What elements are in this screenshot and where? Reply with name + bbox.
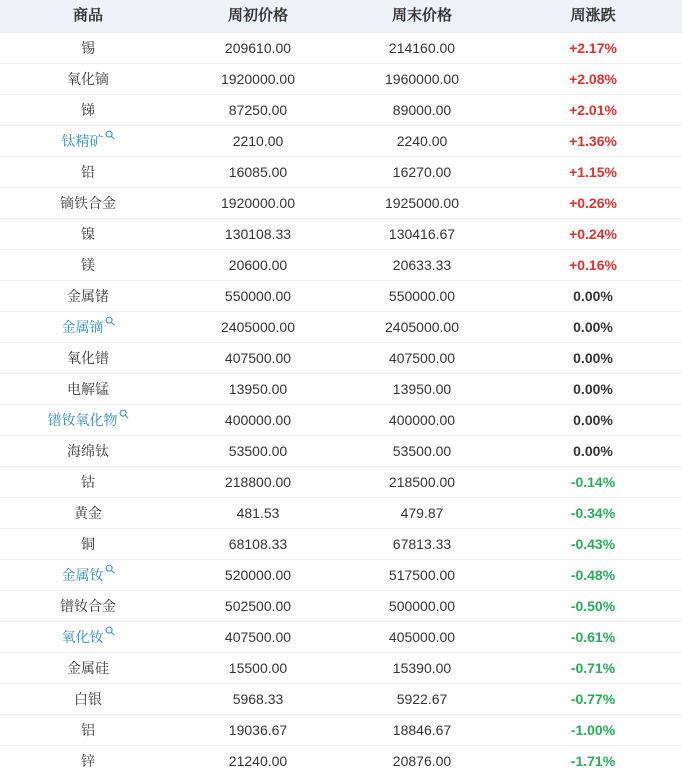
- commodity-name-cell: [0, 343, 176, 374]
- weekly-change-cell: -0.48%: [504, 560, 682, 591]
- table-row: [0, 219, 682, 250]
- commodity-name-cell: [0, 33, 176, 64]
- commodity-name-wrap: [67, 653, 109, 683]
- commodity-name-label: 钛精矿: [62, 133, 104, 149]
- close-price-cell: 53500.00: [340, 436, 504, 467]
- commodity-name-cell: [0, 281, 176, 312]
- table-row: [0, 529, 682, 560]
- table-row: [0, 684, 682, 715]
- commodity-name-wrap: [81, 715, 95, 745]
- close-price-cell: 89000.00: [340, 95, 504, 126]
- weekly-change-cell: -0.14%: [504, 467, 682, 498]
- weekly-change-cell: -0.34%: [504, 498, 682, 529]
- commodity-name-wrap: [67, 374, 109, 404]
- commodity-name-label: 金属钕: [62, 567, 104, 583]
- commodity-name-label: 海绵钛: [67, 443, 109, 459]
- open-price-cell: 15500.00: [176, 653, 340, 684]
- commodity-name-label: 锑: [81, 102, 95, 118]
- close-price-cell: 400000.00: [340, 405, 504, 436]
- commodity-name-label: 镁: [81, 257, 95, 273]
- commodity-name-label: 金属镝: [62, 319, 104, 335]
- table-row: [0, 715, 682, 746]
- table-row: [0, 622, 682, 653]
- close-price-cell: 1960000.00: [340, 64, 504, 95]
- table-row: [0, 188, 682, 219]
- table-row: [0, 281, 682, 312]
- weekly-change-cell: -0.61%: [504, 622, 682, 653]
- magnifier-icon[interactable]: [105, 626, 115, 636]
- commodity-name-cell[interactable]: [0, 560, 176, 591]
- close-price-cell: 15390.00: [340, 653, 504, 684]
- commodity-name-cell: [0, 64, 176, 95]
- commodity-name-cell: [0, 250, 176, 281]
- commodity-name-label: 镨钕氧化物: [48, 412, 118, 428]
- magnifier-icon[interactable]: [105, 316, 115, 326]
- weekly-change-cell: 0.00%: [504, 343, 682, 374]
- commodity-name-wrap: [81, 33, 95, 63]
- commodity-name-cell: [0, 436, 176, 467]
- close-price-cell: 20876.00: [340, 746, 504, 776]
- commodity-name-cell[interactable]: [0, 126, 176, 157]
- open-price-cell: 400000.00: [176, 405, 340, 436]
- commodity-name-label: 镝铁合金: [60, 195, 116, 211]
- open-price-cell: 5968.33: [176, 684, 340, 715]
- open-price-cell: 502500.00: [176, 591, 340, 622]
- column-header-close-price: 周末价格: [340, 0, 504, 33]
- commodity-name-wrap: [81, 219, 95, 249]
- commodity-name-label: 氧化镝: [67, 71, 109, 87]
- open-price-cell: 87250.00: [176, 95, 340, 126]
- weekly-change-cell: 0.00%: [504, 374, 682, 405]
- commodity-name-cell: [0, 746, 176, 776]
- close-price-cell: 18846.67: [340, 715, 504, 746]
- table-row: [0, 498, 682, 529]
- table-row: [0, 312, 682, 343]
- table-row: [0, 33, 682, 64]
- weekly-change-cell: +0.26%: [504, 188, 682, 219]
- commodity-name-cell: [0, 684, 176, 715]
- open-price-cell: 130108.33: [176, 219, 340, 250]
- commodity-name-label: 锡: [81, 40, 95, 56]
- commodity-name-wrap: [62, 126, 115, 156]
- commodity-name-wrap: [62, 560, 115, 590]
- open-price-cell: 53500.00: [176, 436, 340, 467]
- weekly-change-cell: -0.43%: [504, 529, 682, 560]
- commodity-name-wrap: [62, 312, 115, 342]
- column-header-weekly-change: 周涨跌: [504, 0, 682, 33]
- commodity-name-cell: [0, 374, 176, 405]
- commodity-name-wrap: [81, 157, 95, 187]
- commodity-name-label: 黄金: [74, 505, 102, 521]
- commodity-name-wrap: [81, 250, 95, 280]
- commodity-name-cell: [0, 157, 176, 188]
- close-price-cell: 517500.00: [340, 560, 504, 591]
- close-price-cell: 407500.00: [340, 343, 504, 374]
- commodity-name-label: 镍: [81, 226, 95, 242]
- close-price-cell: 214160.00: [340, 33, 504, 64]
- commodity-name-label: 铜: [81, 536, 95, 552]
- commodity-name-label: 金属硅: [67, 660, 109, 676]
- table-row: [0, 64, 682, 95]
- magnifier-icon[interactable]: [105, 564, 115, 574]
- close-price-cell: 1925000.00: [340, 188, 504, 219]
- open-price-cell: 550000.00: [176, 281, 340, 312]
- commodity-name-wrap: [81, 529, 95, 559]
- commodity-name-label: 铅: [81, 164, 95, 180]
- commodity-name-wrap: [60, 591, 116, 621]
- table-row: [0, 467, 682, 498]
- table-row: [0, 126, 682, 157]
- weekly-change-cell: +1.15%: [504, 157, 682, 188]
- commodity-name-cell: [0, 219, 176, 250]
- commodity-name-label: 锌: [81, 753, 95, 769]
- commodity-name-cell: [0, 467, 176, 498]
- magnifier-icon[interactable]: [119, 409, 129, 419]
- commodity-name-wrap: [67, 64, 109, 94]
- weekly-change-cell: 0.00%: [504, 405, 682, 436]
- close-price-cell: 5922.67: [340, 684, 504, 715]
- commodity-name-wrap: [67, 436, 109, 466]
- open-price-cell: 21240.00: [176, 746, 340, 776]
- weekly-change-cell: 0.00%: [504, 281, 682, 312]
- table-header: [0, 0, 682, 33]
- table-row: [0, 591, 682, 622]
- commodity-name-label: 金属锗: [67, 288, 109, 304]
- weekly-change-cell: +0.16%: [504, 250, 682, 281]
- table-row: [0, 374, 682, 405]
- close-price-cell: 20633.33: [340, 250, 504, 281]
- close-price-cell: 550000.00: [340, 281, 504, 312]
- open-price-cell: 209610.00: [176, 33, 340, 64]
- commodity-name-label: 氧化钕: [62, 629, 104, 645]
- open-price-cell: 520000.00: [176, 560, 340, 591]
- open-price-cell: 407500.00: [176, 343, 340, 374]
- weekly-change-cell: +2.01%: [504, 95, 682, 126]
- open-price-cell: 481.53: [176, 498, 340, 529]
- weekly-change-cell: +2.17%: [504, 33, 682, 64]
- open-price-cell: 407500.00: [176, 622, 340, 653]
- open-price-cell: 2210.00: [176, 126, 340, 157]
- commodity-name-wrap: [74, 684, 102, 714]
- commodity-name-cell[interactable]: [0, 405, 176, 436]
- weekly-change-cell: +1.36%: [504, 126, 682, 157]
- close-price-cell: 218500.00: [340, 467, 504, 498]
- commodity-name-cell: [0, 591, 176, 622]
- table-row: [0, 343, 682, 374]
- close-price-cell: 479.87: [340, 498, 504, 529]
- close-price-cell: 130416.67: [340, 219, 504, 250]
- open-price-cell: 218800.00: [176, 467, 340, 498]
- commodity-name-label: 镨钕合金: [60, 598, 116, 614]
- open-price-cell: 20600.00: [176, 250, 340, 281]
- column-header-open-price: 周初价格: [176, 0, 340, 33]
- weekly-change-cell: 0.00%: [504, 436, 682, 467]
- open-price-cell: 16085.00: [176, 157, 340, 188]
- commodity-name-wrap: [81, 95, 95, 125]
- commodity-name-cell: [0, 653, 176, 684]
- open-price-cell: 1920000.00: [176, 64, 340, 95]
- table-body: [0, 33, 682, 776]
- open-price-cell: 19036.67: [176, 715, 340, 746]
- commodity-name-label: 电解锰: [67, 381, 109, 397]
- commodity-name-wrap: [74, 498, 102, 528]
- commodity-name-cell[interactable]: [0, 312, 176, 343]
- weekly-change-cell: 0.00%: [504, 312, 682, 343]
- open-price-cell: 68108.33: [176, 529, 340, 560]
- close-price-cell: 2405000.00: [340, 312, 504, 343]
- weekly-change-cell: -0.71%: [504, 653, 682, 684]
- commodity-name-wrap: [60, 188, 116, 218]
- table-row: [0, 560, 682, 591]
- commodity-name-wrap: [48, 405, 129, 435]
- close-price-cell: 16270.00: [340, 157, 504, 188]
- commodity-name-cell: [0, 498, 176, 529]
- commodity-name-cell: [0, 95, 176, 126]
- commodity-name-wrap: [67, 281, 109, 311]
- open-price-cell: 2405000.00: [176, 312, 340, 343]
- table-header-row: [0, 0, 682, 33]
- commodity-name-cell: [0, 715, 176, 746]
- magnifier-icon[interactable]: [105, 130, 115, 140]
- commodity-name-wrap: [62, 622, 115, 652]
- close-price-cell: 13950.00: [340, 374, 504, 405]
- commodity-name-wrap: [81, 746, 95, 776]
- close-price-cell: 67813.33: [340, 529, 504, 560]
- commodity-name-wrap: [67, 343, 109, 373]
- weekly-change-cell: -1.71%: [504, 746, 682, 776]
- commodity-name-wrap: [81, 467, 95, 497]
- weekly-change-cell: +0.24%: [504, 219, 682, 250]
- close-price-cell: 405000.00: [340, 622, 504, 653]
- table-row: [0, 436, 682, 467]
- weekly-change-cell: -0.50%: [504, 591, 682, 622]
- table-row: [0, 95, 682, 126]
- weekly-change-cell: +2.08%: [504, 64, 682, 95]
- weekly-change-cell: -1.00%: [504, 715, 682, 746]
- commodity-name-label: 钴: [81, 474, 95, 490]
- close-price-cell: 2240.00: [340, 126, 504, 157]
- commodity-name-cell: [0, 529, 176, 560]
- commodity-name-cell[interactable]: [0, 622, 176, 653]
- table-row: [0, 405, 682, 436]
- commodity-name-label: 铝: [81, 722, 95, 738]
- commodity-name-label: 白银: [74, 691, 102, 707]
- table-row: [0, 250, 682, 281]
- close-price-cell: 500000.00: [340, 591, 504, 622]
- weekly-change-cell: -0.77%: [504, 684, 682, 715]
- open-price-cell: 13950.00: [176, 374, 340, 405]
- column-header-commodity: 商品: [0, 0, 176, 33]
- commodity-name-label: 氧化镨: [67, 350, 109, 366]
- table-row: [0, 157, 682, 188]
- open-price-cell: 1920000.00: [176, 188, 340, 219]
- table-row: [0, 653, 682, 684]
- commodity-name-cell: [0, 188, 176, 219]
- table-row: [0, 746, 682, 776]
